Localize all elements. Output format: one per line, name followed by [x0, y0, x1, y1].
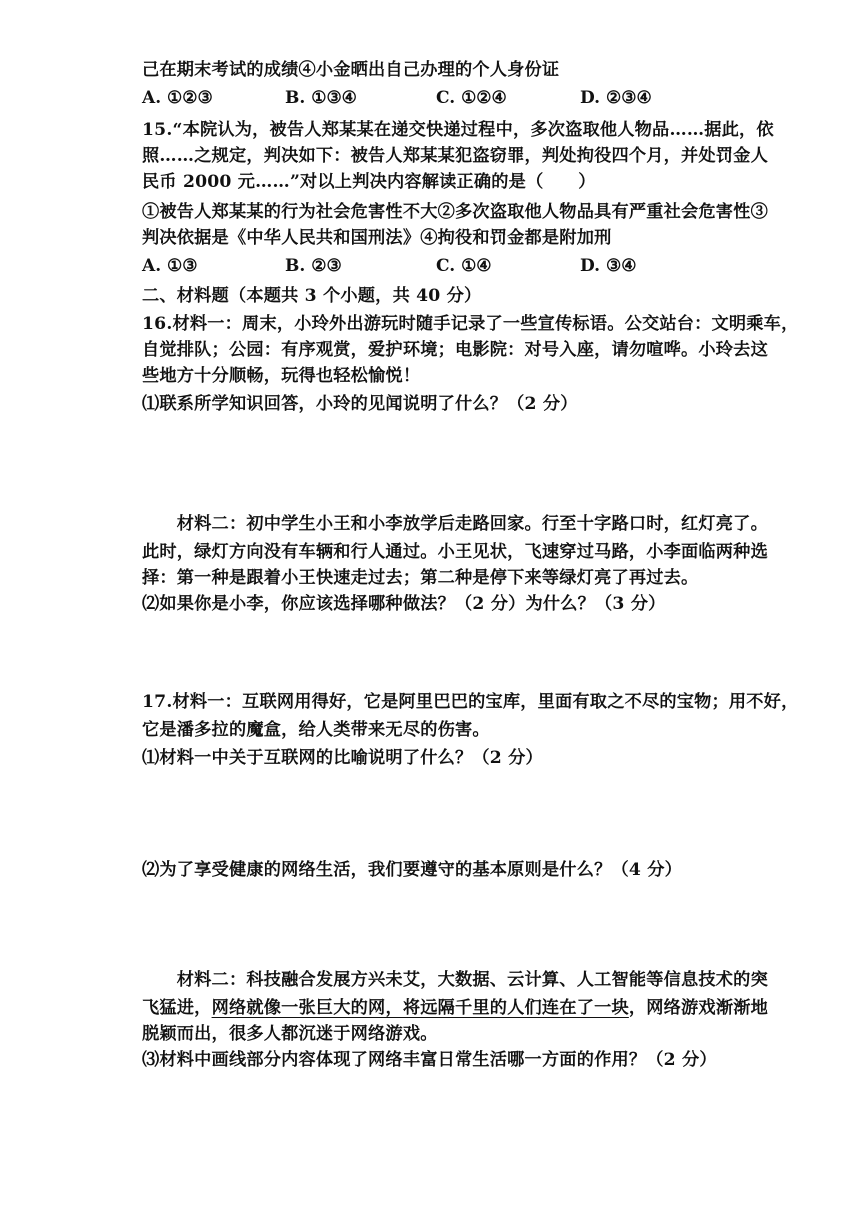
q15-line-4: ①被告人郑某某的行为社会危害性不大②多次盗取他人物品具有严重社会危害性③ [142, 202, 768, 222]
q16-material2-line-2: 此时，绿灯方向没有车辆和行人通过。小王见状，飞速穿过马路，小李面临两种选 [142, 542, 768, 562]
q15-option-d: D. ③④ [580, 256, 637, 276]
q16-question-1: ⑴联系所学知识回答，小玲的见闻说明了什么？（2 分） [142, 394, 578, 414]
q14-option-a: A. ①②③ [142, 88, 213, 108]
q16-material1-line-3: 些地方十分顺畅，玩得也轻松愉悦！ [142, 366, 421, 386]
q16-material2-line-1: 材料二：初中学生小王和小李放学后走路回家。行至十字路口时，红灯亮了。 [142, 514, 768, 534]
q17-material2-line-2-start: 飞猛进， [142, 998, 212, 1018]
q15-option-b: B. ②③ [285, 256, 342, 276]
q16-material1-line-1: 16.材料一：周末，小玲外出游玩时随手记录了一些宣传标语。公交站台：文明乘车， [142, 314, 799, 334]
q17-question-3: ⑶材料中画线部分内容体现了网络丰富日常生活哪一方面的作用？（2 分） [142, 1050, 717, 1070]
q14-option-d: D. ②③④ [580, 88, 652, 108]
q15-option-c: C. ①④ [436, 256, 492, 276]
q17-material1-line-1: 17.材料一：互联网用得好，它是阿里巴巴的宝库，里面有取之不尽的宝物；用不好， [142, 692, 799, 712]
q17-question-2: ⑵为了享受健康的网络生活，我们要遵守的基本原则是什么？（4 分） [142, 860, 682, 880]
q15-options [142, 256, 702, 280]
section-heading: 二、材料题（本题共 3 个小题，共 40 分） [142, 286, 482, 306]
q14-options [142, 88, 702, 112]
q15-line-1: 15.“本院认为，被告人郑某某在递交快递过程中，多次盗取他人物品……据此，依 [142, 120, 774, 140]
q14-option-b: B. ①③④ [285, 88, 357, 108]
q17-material2-line-2-end: ，网络游戏渐渐地 [628, 998, 768, 1018]
underlined-text: 网络就像一张巨大的网，将远隔千里的人们连在了一块 [211, 998, 629, 1018]
q16-question-2: ⑵如果你是小李，你应该选择哪种做法？（2 分）为什么？（3 分） [142, 594, 666, 614]
q14-option-c: C. ①②④ [436, 88, 507, 108]
q17-material2-line-1: 材料二：科技融合发展方兴未艾，大数据、云计算、人工智能等信息技术的突 [142, 970, 768, 990]
q15-line-3: 民币 2000 元……”对以上判决内容解读正确的是（ ） [142, 172, 596, 192]
q15-option-a: A. ①③ [142, 256, 198, 276]
q17-material2-line-2 [142, 996, 768, 1020]
q16-material2-line-3: 择：第一种是跟着小王快速走过去；第二种是停下来等绿灯亮了再过去。 [142, 568, 699, 588]
q15-line-5: 判决依据是《中华人民共和国刑法》④拘役和罚金都是附加刑 [142, 228, 612, 248]
q17-question-1: ⑴材料一中关于互联网的比喻说明了什么？（2 分） [142, 748, 543, 768]
q17-material1-line-2: 它是潘多拉的魔盒，给人类带来无尽的伤害。 [142, 720, 490, 740]
q16-material1-line-2: 自觉排队；公园：有序观赏，爱护环境；电影院：对号入座，请勿喧哗。小玲去这 [142, 340, 768, 360]
q14-tail: 己在期末考试的成绩④小金晒出自己办理的个人身份证 [142, 60, 560, 80]
q15-line-2: 照……之规定，判决如下：被告人郑某某犯盗窃罪，判处拘役四个月，并处罚金人 [142, 146, 768, 166]
q17-material2-line-3: 脱颖而出，很多人都沉迷于网络游戏。 [142, 1024, 438, 1044]
